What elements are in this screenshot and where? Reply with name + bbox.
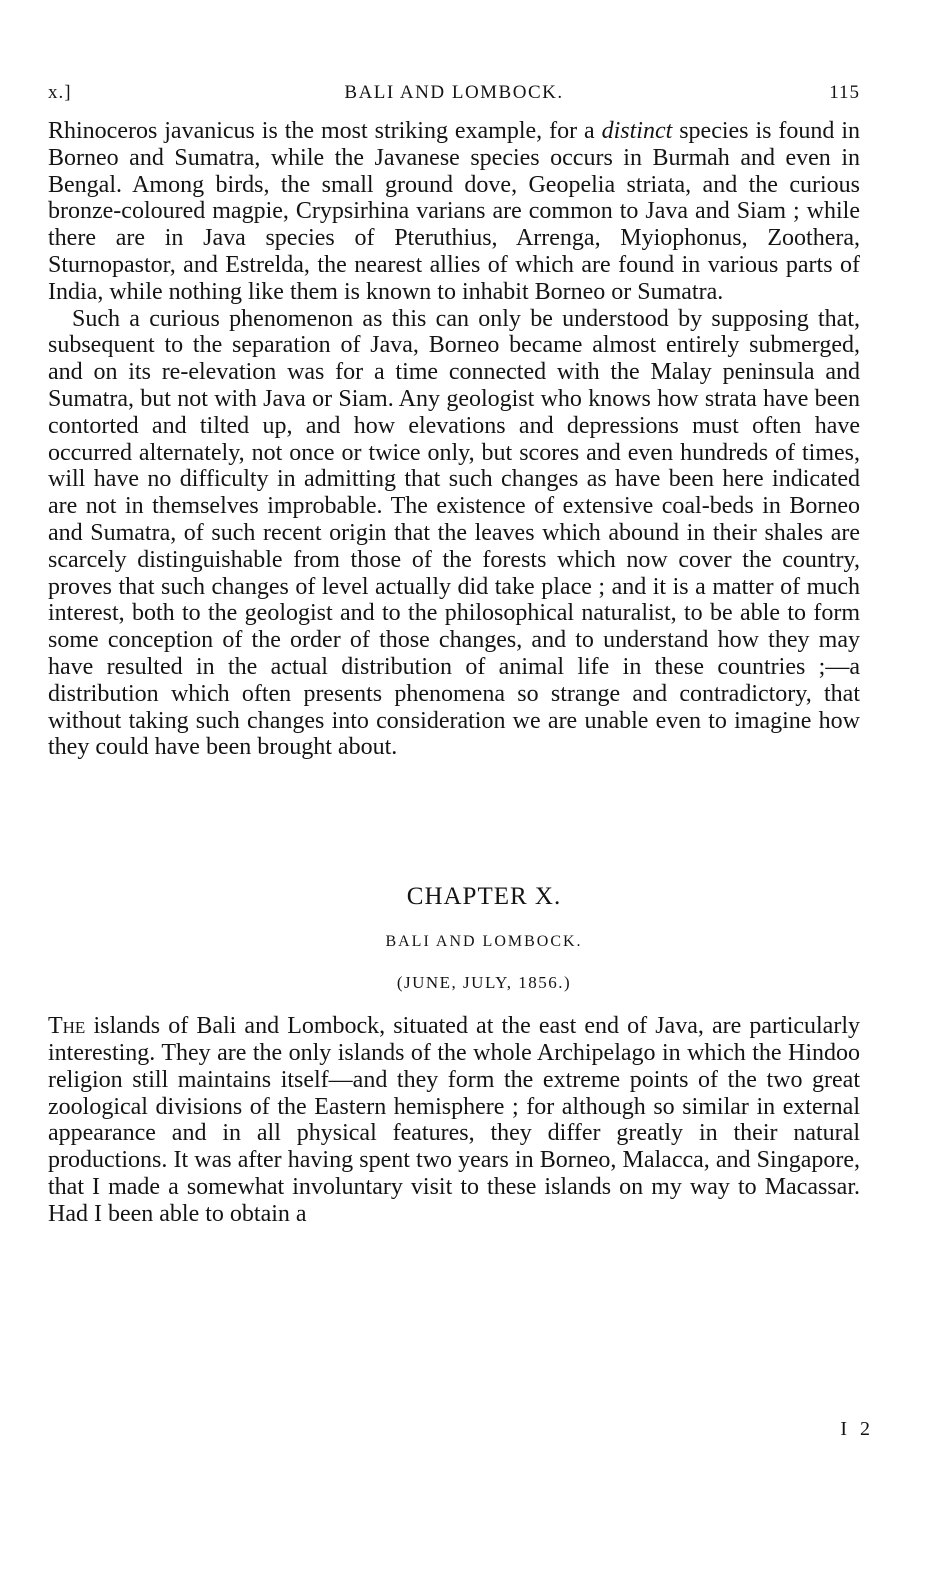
chapter-title: CHAPTER X. [406, 883, 562, 911]
paragraph-phenomenon: Such a curious phenomenon as this can only be understood by supposing that, subsequent to the separation of Java, Borneo became almost entirely submerged, and on its re-elevation was for a time connected with the Malay peninsula and Sumatra, but not with Java or Siam. Any geologist who knows how strata have been contorted and tilted up, and how elevations and depressions must often have occurred alternately, not once or twice only, but scores and even hundreds of times, will have no difficulty in admitting that such changes as have been here indicated are not in themselves improbable. The existence of extensive coal-beds in Borneo and Sumatra, of such recent origin that the leaves which abound in their shales are scarcely distinguishable from those of the forests which now cover the country, proves that such changes of level actually did take place ; and it is a matter of much interest, both to the geologist and to the philosophical naturalist, to be able to form some conception of the order of those changes, and to understand how they may have resulted in the actual distribution of animal life in these countries ;—a distribution which often presents phenomena so strange and contradictory, that without taking such changes into consideration we are unable even to imagine how they could have been brought about. [48, 305, 860, 761]
paragraph-rhinoceros-text-a: Rhinoceros javanicus is the most striking example, for a [48, 118, 602, 144]
running-head [48, 82, 860, 118]
paragraph-bali-lombock [48, 1013, 860, 1227]
running-title: BALI AND LOMBOCK. [344, 82, 564, 103]
chapter-marker: x.] [48, 82, 72, 103]
page-number: 115 [829, 82, 860, 103]
lead-word: The [48, 1013, 86, 1040]
chapter-date: (JUNE, JULY, 1856.) [396, 973, 572, 993]
chapter-heading [48, 883, 860, 993]
paragraph-bali-lombock-text: islands of Bali and Lombock, situated at the east end of Java, are particularly interesting. They are the only islands of the whole Archipelago in which the Hindoo religion still maintains itself—and they form the extreme points of the two great zoological divisions of the Eastern hemisphere ; for although so similar in external appearance and in all physical features, they differ greatly in their natural productions. It was after having spent two years in Borneo, Malacca, and Singapore, that I made a somewhat involuntary visit to these islands on my way to Macassar. Had I been able to obtain a [48, 1013, 860, 1227]
paragraph-rhinoceros-text-b: species is found in Borneo and Sumatra, while the Javanese species occurs in Burmah and even in Bengal. Among birds, the small ground dove, Geopelia striata, and the curious bronze-coloured magpie, Crypsirhina varians are common to Java and Siam ; while there are in Java species of Pteruthius, Arrenga, Myiophonus, Zoothera, Sturnopastor, and Estrelda, the nearest allies of which are found in various parts of India, while nothing like them is known to inhabit Borneo or Sumatra. [48, 118, 860, 305]
book-page [48, 82, 860, 1228]
signature-mark: I 2 [840, 1418, 874, 1440]
chapter-subtitle: BALI AND LOMBOCK. [385, 933, 583, 951]
paragraph-rhinoceros [48, 118, 860, 306]
italic-distinct: distinct [601, 118, 673, 144]
